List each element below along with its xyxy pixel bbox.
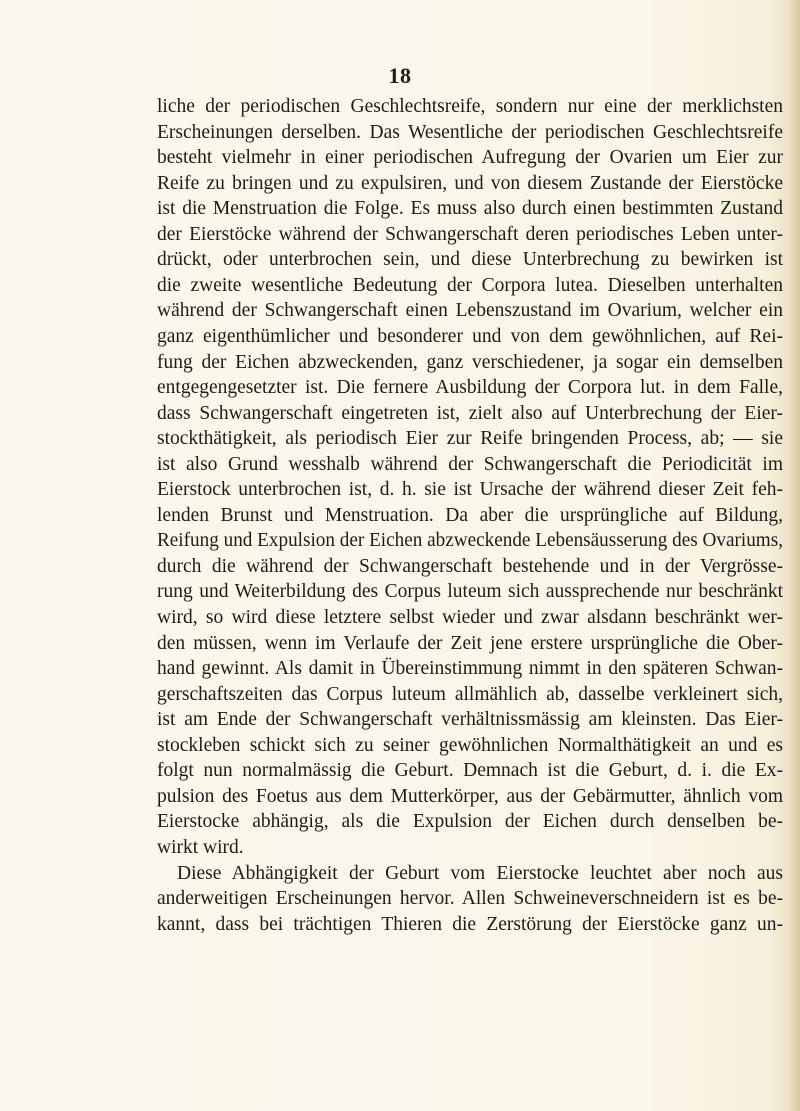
text-line: kannt, dass bei trächtigen Thieren die Zerstörung der Eierstöcke ganz un-: [157, 913, 783, 935]
text-line: die zweite wesentliche Bedeutung der Corpora lutea. Dieselben unterhalten: [157, 274, 783, 296]
text-line: Eierstocke abhängig, als die Expulsion der Eichen durch denselben be-: [157, 811, 783, 833]
text-line: stockthätigkeit, als periodisch Eier zur Reife bringenden Process, ab; — sie: [157, 428, 783, 450]
text-line: drückt, oder unterbrochen sein, und diese Unterbrechung zu bewirken ist: [157, 249, 783, 271]
text-line: wirkt wird.: [157, 836, 244, 858]
text-line: liche der periodischen Geschlechtsreife, sondern nur eine der merklichsten: [157, 96, 783, 117]
text-line: Reife zu bringen und zu expulsiren, und von diesem Zustande der Eierstöcke: [157, 172, 783, 194]
text-line: lenden Brunst und Menstruation. Da aber die ursprüngliche auf Bildung,: [157, 504, 783, 526]
text-line: Erscheinungen derselben. Das Wesentliche der periodischen Geschlechtsreife: [157, 121, 783, 143]
text-line: ist also Grund wesshalb während der Schwangerschaft die Periodicität im: [157, 453, 783, 475]
text-line: der Eierstöcke während der Schwangerschaft deren periodisches Leben unter-: [157, 223, 783, 245]
text-line: folgt nun normalmässig die Geburt. Demnach ist die Geburt, d. i. die Ex-: [157, 760, 783, 782]
text-line: Diese Abhängigkeit der Geburt vom Eierstocke leuchtet aber noch aus: [177, 862, 783, 884]
page-edge-shading: [788, 0, 800, 1111]
text-line: gerschaftszeiten das Corpus luteum allmählich ab, dasselbe verkleinert sich,: [157, 683, 783, 705]
text-line: ganz eigenthümlicher und besonderer und von dem gewöhnlichen, auf Rei-: [157, 325, 783, 347]
text-line: fung der Eichen abzweckenden, ganz verschiedener, ja sogar ein demselben: [157, 351, 783, 373]
text-line: pulsion des Foetus aus dem Mutterkörper, aus der Gebärmutter, ähnlich vom: [157, 785, 783, 807]
text-line: besteht vielmehr in einer periodischen Aufregung der Ovarien um Eier zur: [157, 147, 783, 169]
text-line: durch die während der Schwangerschaft bestehende und in der Vergrösse-: [157, 555, 783, 577]
text-line: wird, so wird diese letztere selbst wieder und zwar alsdann beschränkt wer-: [157, 607, 783, 628]
text-line: während der Schwangerschaft einen Lebenszustand im Ovarium, welcher ein: [157, 300, 783, 322]
text-line: dass Schwangerschaft eingetreten ist, zielt also auf Unterbrechung der Eier-: [157, 402, 783, 424]
text-line: Reifung und Expulsion der Eichen abzweckende Lebensäusserung des Ovariums,: [157, 530, 783, 552]
text-line: entgegengesetzter ist. Die fernere Ausbildung der Corpora lut. in dem Falle,: [157, 377, 783, 399]
page-number: 18: [388, 63, 412, 88]
text-line: den müssen, wenn im Verlaufe der Zeit jene erstere ursprüngliche die Ober-: [157, 632, 783, 654]
text-line: hand gewinnt. Als damit in Übereinstimmung nimmt in den späteren Schwan-: [157, 658, 783, 680]
text-line: stockleben schickt sich zu seiner gewöhnlichen Normalthätigkeit an und es: [157, 734, 783, 756]
text-line: ist am Ende der Schwangerschaft verhältnissmässig am kleinsten. Das Eier-: [157, 709, 783, 731]
text-line: rung und Weiterbildung des Corpus luteum sich aussprechende nur beschränkt: [157, 581, 783, 603]
text-line: ist die Menstruation die Folge. Es muss also durch einen bestimmten Zustand: [157, 198, 783, 220]
text-line: anderweitigen Erscheinungen hervor. Allen Schweineverschneidern ist es be-: [157, 888, 783, 910]
text-line: Eierstock unterbrochen ist, d. h. sie ist Ursache der während dieser Zeit feh-: [157, 479, 783, 501]
